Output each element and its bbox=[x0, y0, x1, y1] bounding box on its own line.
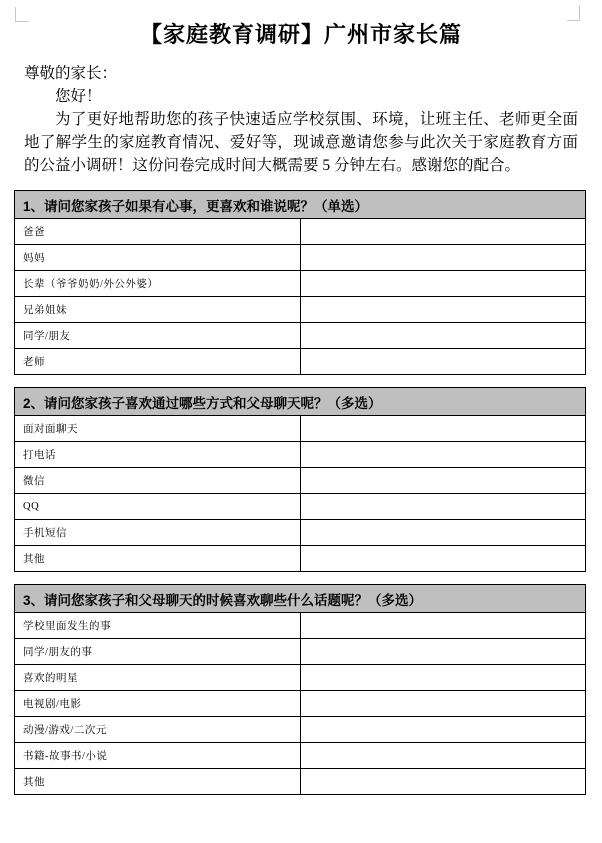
option-label: 打电话 bbox=[15, 442, 301, 468]
answer-cell[interactable] bbox=[300, 691, 586, 717]
answer-cell[interactable] bbox=[300, 349, 586, 375]
option-label: 学校里面发生的事 bbox=[15, 613, 301, 639]
option-label: 长辈（爷爷奶奶/外公外婆） bbox=[15, 271, 301, 297]
table-row bbox=[15, 416, 586, 442]
intro-body: 为了更好地帮助您的孩子快速适应学校氛围、环境，让班主任、老师更全面地了解学生的家庭教育情况、爱好等，现诚意邀请您参与此次关于家庭教育方面的公益小调研！这份问卷完成时间大概需要 5 分钟左右。感谢您的配合。 bbox=[24, 111, 578, 174]
option-label: 面对面聊天 bbox=[15, 416, 301, 442]
answer-cell[interactable] bbox=[300, 494, 586, 520]
option-label: 电视剧/电影 bbox=[15, 691, 301, 717]
table-row bbox=[15, 442, 586, 468]
document-title: 【家庭教育调研】广州市家长篇 bbox=[139, 22, 462, 47]
intro-greeting: 您好！ bbox=[55, 88, 102, 105]
question-table-3 bbox=[14, 584, 586, 795]
answer-cell[interactable] bbox=[300, 442, 586, 468]
answer-cell[interactable] bbox=[300, 717, 586, 743]
answer-cell[interactable] bbox=[300, 639, 586, 665]
option-label: 老师 bbox=[15, 349, 301, 375]
answer-cell[interactable] bbox=[300, 613, 586, 639]
answer-cell[interactable] bbox=[300, 245, 586, 271]
option-label: 同学/朋友 bbox=[15, 323, 301, 349]
answer-cell[interactable] bbox=[300, 416, 586, 442]
table-row bbox=[15, 691, 586, 717]
question-header-row bbox=[15, 388, 586, 416]
option-label: 微信 bbox=[15, 468, 301, 494]
answer-cell[interactable] bbox=[300, 323, 586, 349]
answer-cell[interactable] bbox=[300, 271, 586, 297]
answer-cell[interactable] bbox=[300, 546, 586, 572]
option-label: 其他 bbox=[15, 769, 301, 795]
answer-cell[interactable] bbox=[300, 468, 586, 494]
table-row bbox=[15, 494, 586, 520]
questions bbox=[14, 190, 586, 795]
table-row bbox=[15, 546, 586, 572]
answer-cell[interactable] bbox=[300, 520, 586, 546]
option-label: 兄弟姐妹 bbox=[15, 297, 301, 323]
option-label: 动漫/游戏/二次元 bbox=[15, 717, 301, 743]
question-table-1 bbox=[14, 190, 586, 375]
table-row bbox=[15, 717, 586, 743]
intro-salutation: 尊敬的家长： bbox=[24, 65, 118, 82]
table-row bbox=[15, 323, 586, 349]
table-row bbox=[15, 613, 586, 639]
question-header: 2、请问您家孩子喜欢通过哪些方式和父母聊天呢？（多选） bbox=[15, 388, 586, 416]
table-row bbox=[15, 520, 586, 546]
question-header: 1、请问您家孩子如果有心事，更喜欢和谁说呢？（单选） bbox=[15, 191, 586, 219]
option-label: 书籍-故事书/小说 bbox=[15, 743, 301, 769]
table-row bbox=[15, 271, 586, 297]
table-row bbox=[15, 297, 586, 323]
option-label: QQ bbox=[15, 494, 301, 520]
option-label: 爸爸 bbox=[15, 219, 301, 245]
question-header-row bbox=[15, 585, 586, 613]
answer-cell[interactable] bbox=[300, 743, 586, 769]
table-row bbox=[15, 219, 586, 245]
table-row bbox=[15, 743, 586, 769]
table-row bbox=[15, 349, 586, 375]
answer-cell[interactable] bbox=[300, 769, 586, 795]
option-label: 妈妈 bbox=[15, 245, 301, 271]
question-table-2 bbox=[14, 387, 586, 572]
text-boundary-mark-top-left bbox=[15, 7, 29, 22]
option-label: 其他 bbox=[15, 546, 301, 572]
intro-section bbox=[24, 62, 578, 177]
option-label: 喜欢的明星 bbox=[15, 665, 301, 691]
option-label: 同学/朋友的事 bbox=[15, 639, 301, 665]
question-header: 3、请问您家孩子和父母聊天的时候喜欢聊些什么话题呢？（多选） bbox=[15, 585, 586, 613]
table-row bbox=[15, 665, 586, 691]
answer-cell[interactable] bbox=[300, 219, 586, 245]
table-row bbox=[15, 245, 586, 271]
answer-cell[interactable] bbox=[300, 297, 586, 323]
table-row bbox=[15, 468, 586, 494]
text-boundary-mark-top-right bbox=[567, 5, 580, 21]
answer-cell[interactable] bbox=[300, 665, 586, 691]
option-label: 手机短信 bbox=[15, 520, 301, 546]
table-row bbox=[15, 769, 586, 795]
table-row bbox=[15, 639, 586, 665]
question-header-row bbox=[15, 191, 586, 219]
